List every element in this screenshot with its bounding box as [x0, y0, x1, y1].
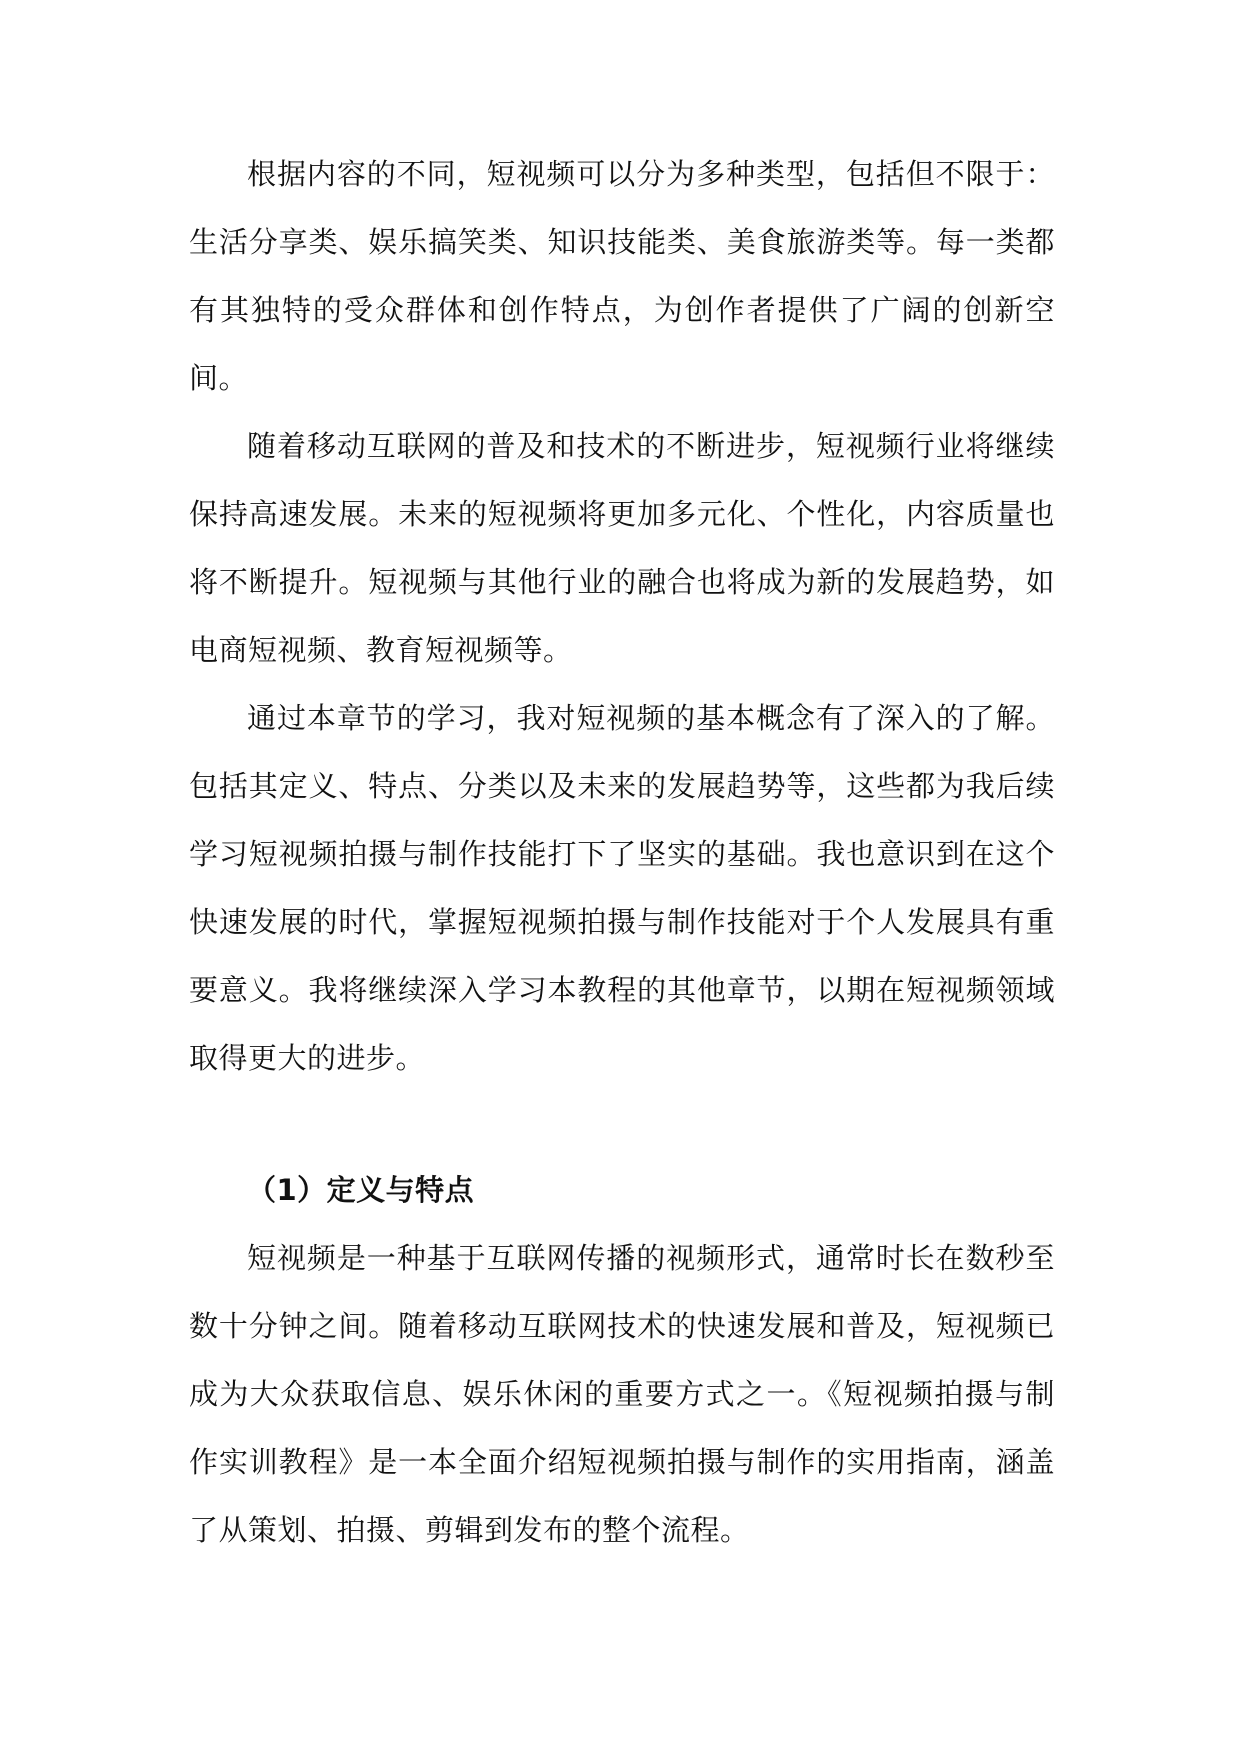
document-body — [189, 140, 1055, 1564]
paragraph-chapter-summary: 通过本章节的学习，我对短视频的基本概念有了深入的了解。包括其定义、特点、分类以及未来的发展趋势等，这些都为我后续学习短视频拍摄与制作技能打下了坚实的基础。我也意识到在这个快速发展的时代，掌握短视频拍摄与制作技能对于个人发展具有重要意义。我将继续深入学习本教程的其他章节，以期在短视频领域取得更大的进步。 — [189, 701, 1055, 1075]
paragraph-definition: 短视频是一种基于互联网传播的视频形式，通常时长在数秒至数十分钟之间。随着移动互联网技术的快速发展和普及，短视频已成为大众获取信息、娱乐休闲的重要方式之一。《短视频拍摄与制作实训教程》是一本全面介绍短视频拍摄与制作的实用指南，涵盖了从策划、拍摄、剪辑到发布的整个流程。 — [189, 1241, 1055, 1547]
paragraph-video-types: 根据内容的不同，短视频可以分为多种类型，包括但不限于：生活分享类、娱乐搞笑类、知识技能类、美食旅游类等。每一类都有其独特的受众群体和创作特点，为创作者提供了广阔的创新空间。 — [189, 157, 1055, 395]
section-heading: （1）定义与特点 — [247, 1173, 475, 1207]
paragraph-industry-trend: 随着移动互联网的普及和技术的不断进步，短视频行业将继续保持高速发展。未来的短视频将更加多元化、个性化，内容质量也将不断提升。短视频与其他行业的融合也将成为新的发展趋势，如电商短视频、教育短视频等。 — [189, 429, 1055, 667]
